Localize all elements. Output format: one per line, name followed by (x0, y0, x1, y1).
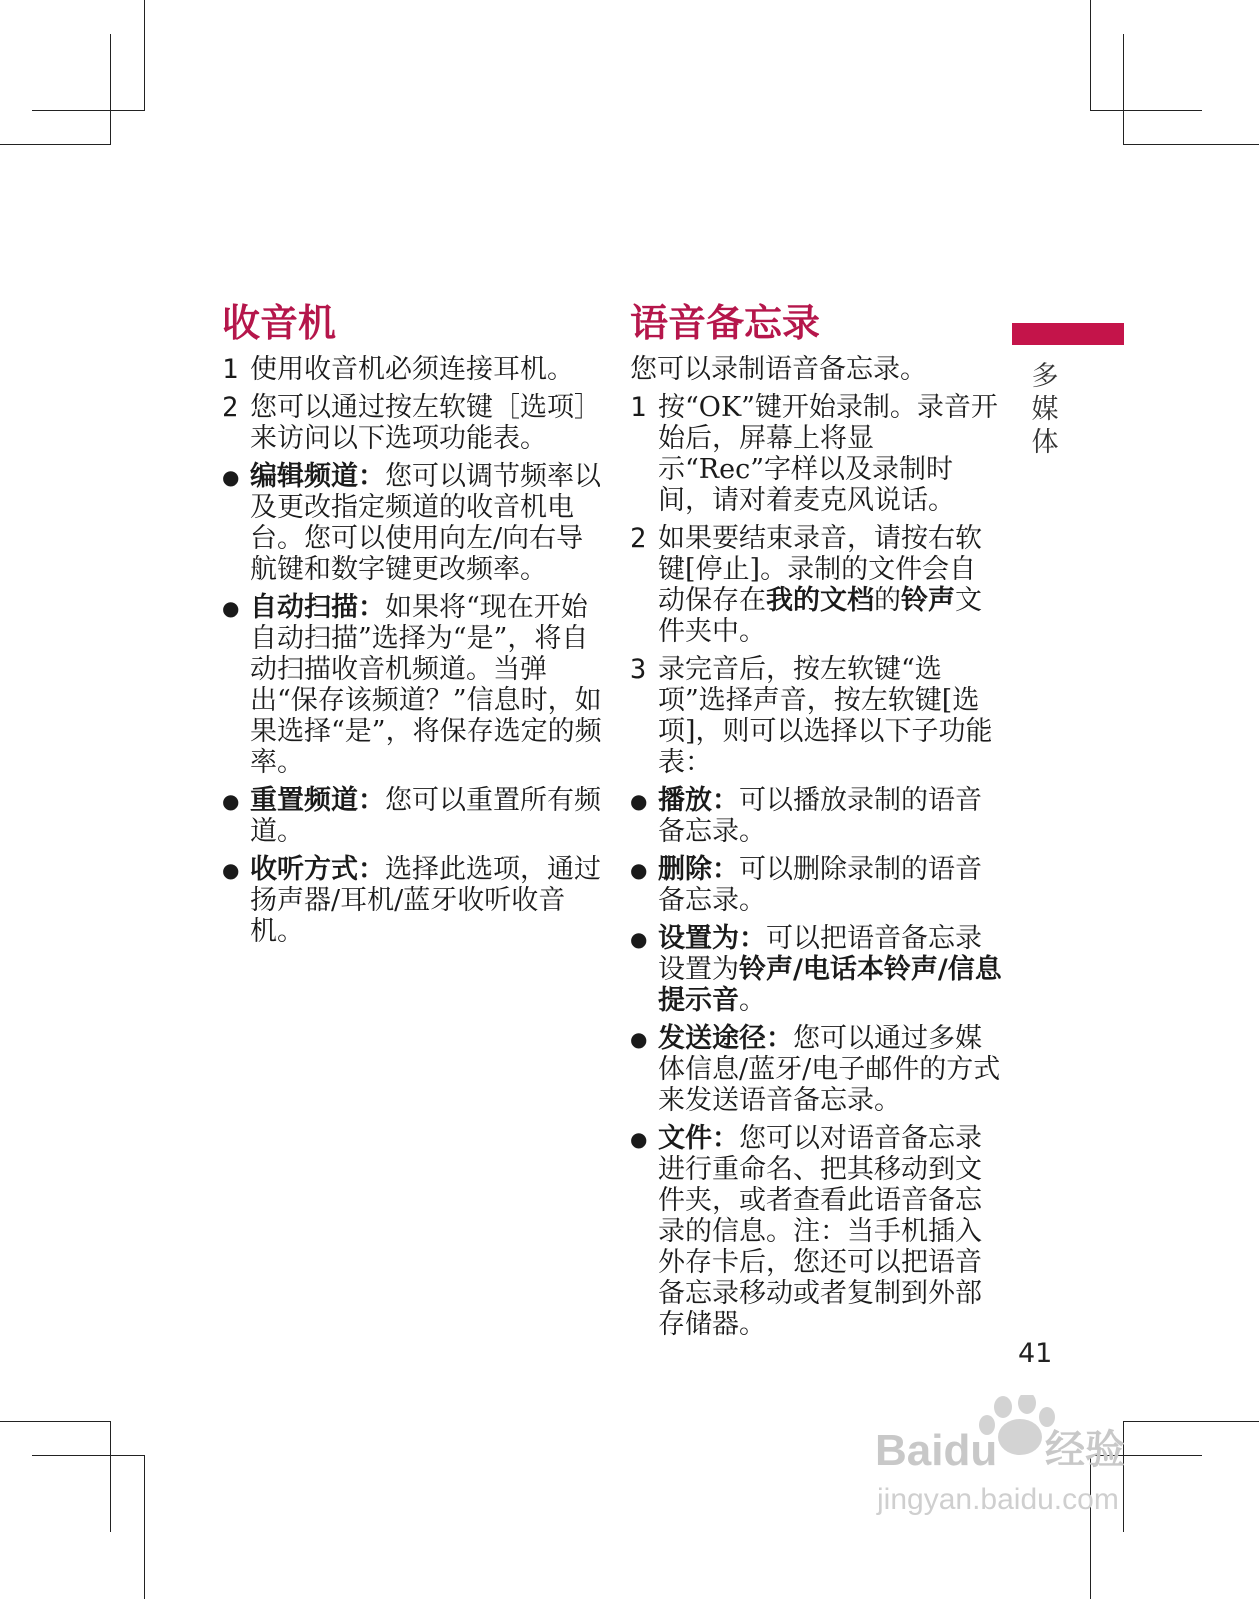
voice-memo-list (630, 392, 1002, 1340)
crop-mark (144, 1455, 145, 1599)
bold-term: 重置频道： (250, 785, 385, 816)
memo-list-item (630, 854, 1002, 916)
radio-section (222, 300, 602, 954)
step-number: 2 (222, 392, 239, 423)
memo-list-item (630, 923, 1002, 1016)
page-number: 41 (1018, 1338, 1053, 1369)
item-text: 按“OK”键开始录制。录音开始后，屏幕上将显示“Rec”字样以及录制时间，请对着麦克风说话。 (658, 392, 998, 516)
bold-term: 设置为： (658, 923, 766, 954)
bold-term: 文件： (658, 1123, 739, 1154)
step-number: 3 (630, 654, 647, 685)
step-number: 1 (222, 354, 239, 385)
crop-mark (110, 1421, 111, 1532)
crop-mark (0, 1421, 111, 1422)
memo-list-item (630, 785, 1002, 847)
bullet-icon: ● (630, 789, 648, 813)
watermark-cn: 经验 (1045, 1427, 1125, 1473)
bullet-icon: ● (222, 596, 240, 620)
bold-term: 我的文档 (766, 585, 874, 616)
section-side-tab (1027, 360, 1063, 459)
crop-mark (1090, 0, 1091, 110)
memo-list-item (630, 1023, 1002, 1116)
side-tab-char: 多 (1031, 361, 1059, 392)
voice-memo-section (630, 300, 1002, 1347)
item-text: 可以把语音备忘录设置为 (658, 923, 982, 985)
bullet-icon: ● (222, 789, 240, 813)
voice-memo-intro: 您可以录制语音备忘录。 (630, 354, 927, 385)
memo-list-item (630, 654, 1002, 778)
baidu-watermark (875, 1395, 1175, 1525)
item-text: 如果将“现在开始自动扫描”选择为“是”，将自动扫描收音机频道。当弹出“保存该频道？”信息时，如果选择“是”，将保存选定的频率。 (250, 592, 602, 778)
radio-title: 收音机 (222, 301, 337, 345)
section-tab-bar (1012, 323, 1124, 345)
crop-mark (0, 144, 111, 145)
radio-list-item (222, 354, 602, 385)
crop-mark (110, 34, 111, 145)
item-text: 您可以通过按左软键［选项］来访问以下选项功能表。 (250, 392, 601, 454)
voice-memo-title: 语音备忘录 (630, 301, 821, 345)
step-number: 1 (630, 392, 647, 423)
memo-list-item (630, 523, 1002, 647)
crop-mark (1123, 144, 1259, 145)
radio-list-item (222, 592, 602, 778)
crop-mark (32, 110, 145, 111)
item-text: 。 (739, 985, 766, 1016)
item-text: 您可以通过多媒体信息/蓝牙/电子邮件的方式来发送语音备忘录。 (658, 1023, 1001, 1116)
item-text: 您可以对语音备忘录进行重命名、把其移动到文件夹，或者查看此语音备忘录的信息。注：当手机插入外存卡后，您还可以把语音备忘录移动或者复制到外部存储器。 (658, 1123, 982, 1340)
item-text: 您可以重置所有频道。 (250, 785, 601, 847)
bullet-icon: ● (630, 858, 648, 882)
bold-term: 发送途径： (658, 1023, 793, 1054)
bullet-icon: ● (630, 1127, 648, 1151)
item-text: 您可以调节频率以及更改指定频道的收音机电台。您可以使用向左/向右导航键和数字键更改频率。 (250, 461, 601, 585)
radio-list (222, 354, 602, 947)
item-text: 录完音后，按左软键“选项”选择声音，按左软键[选项]，则可以选择以下子功能表： (658, 654, 993, 778)
memo-list-item (630, 392, 1002, 516)
memo-list-item (630, 1123, 1002, 1340)
crop-mark (1123, 34, 1124, 145)
radio-list-item (222, 461, 602, 585)
bold-term: 删除： (658, 854, 739, 885)
crop-mark (1090, 110, 1202, 111)
step-number: 2 (630, 523, 647, 554)
radio-list-item (222, 392, 602, 454)
bold-term: 播放： (658, 785, 739, 816)
crop-mark (32, 1455, 145, 1456)
item-text: 选择此选项，通过扬声器/耳机/蓝牙收听收音机。 (250, 854, 601, 947)
item-text: 文件夹中。 (658, 585, 982, 647)
bold-term: 编辑频道： (250, 461, 385, 492)
item-text: 使用收音机必须连接耳机。 (250, 354, 574, 385)
bullet-icon: ● (630, 1027, 648, 1051)
side-tab-char: 媒 (1031, 394, 1059, 425)
item-text: 可以删除录制的语音备忘录。 (658, 854, 982, 916)
bullet-icon: ● (222, 465, 240, 489)
watermark-url: jingyan.baidu.com (877, 1483, 1119, 1516)
bold-term: 铃声/电话本铃声/信息提示音 (658, 954, 1002, 1016)
radio-list-item (222, 854, 602, 947)
bullet-icon: ● (630, 927, 648, 951)
item-text: 如果要结束录音，请按右软键[停止]。录制的文件会自动保存在 (658, 523, 982, 616)
radio-list-item (222, 785, 602, 847)
bold-term: 自动扫描： (250, 592, 385, 623)
bold-term: 铃声 (901, 585, 955, 616)
crop-mark (144, 0, 145, 110)
bullet-icon: ● (222, 858, 240, 882)
side-tab-char: 体 (1031, 427, 1059, 458)
item-text: 的 (874, 585, 901, 616)
watermark-brand: Baidu (875, 1426, 998, 1475)
item-text: 可以播放录制的语音备忘录。 (658, 785, 982, 847)
bold-term: 收听方式： (250, 854, 385, 885)
